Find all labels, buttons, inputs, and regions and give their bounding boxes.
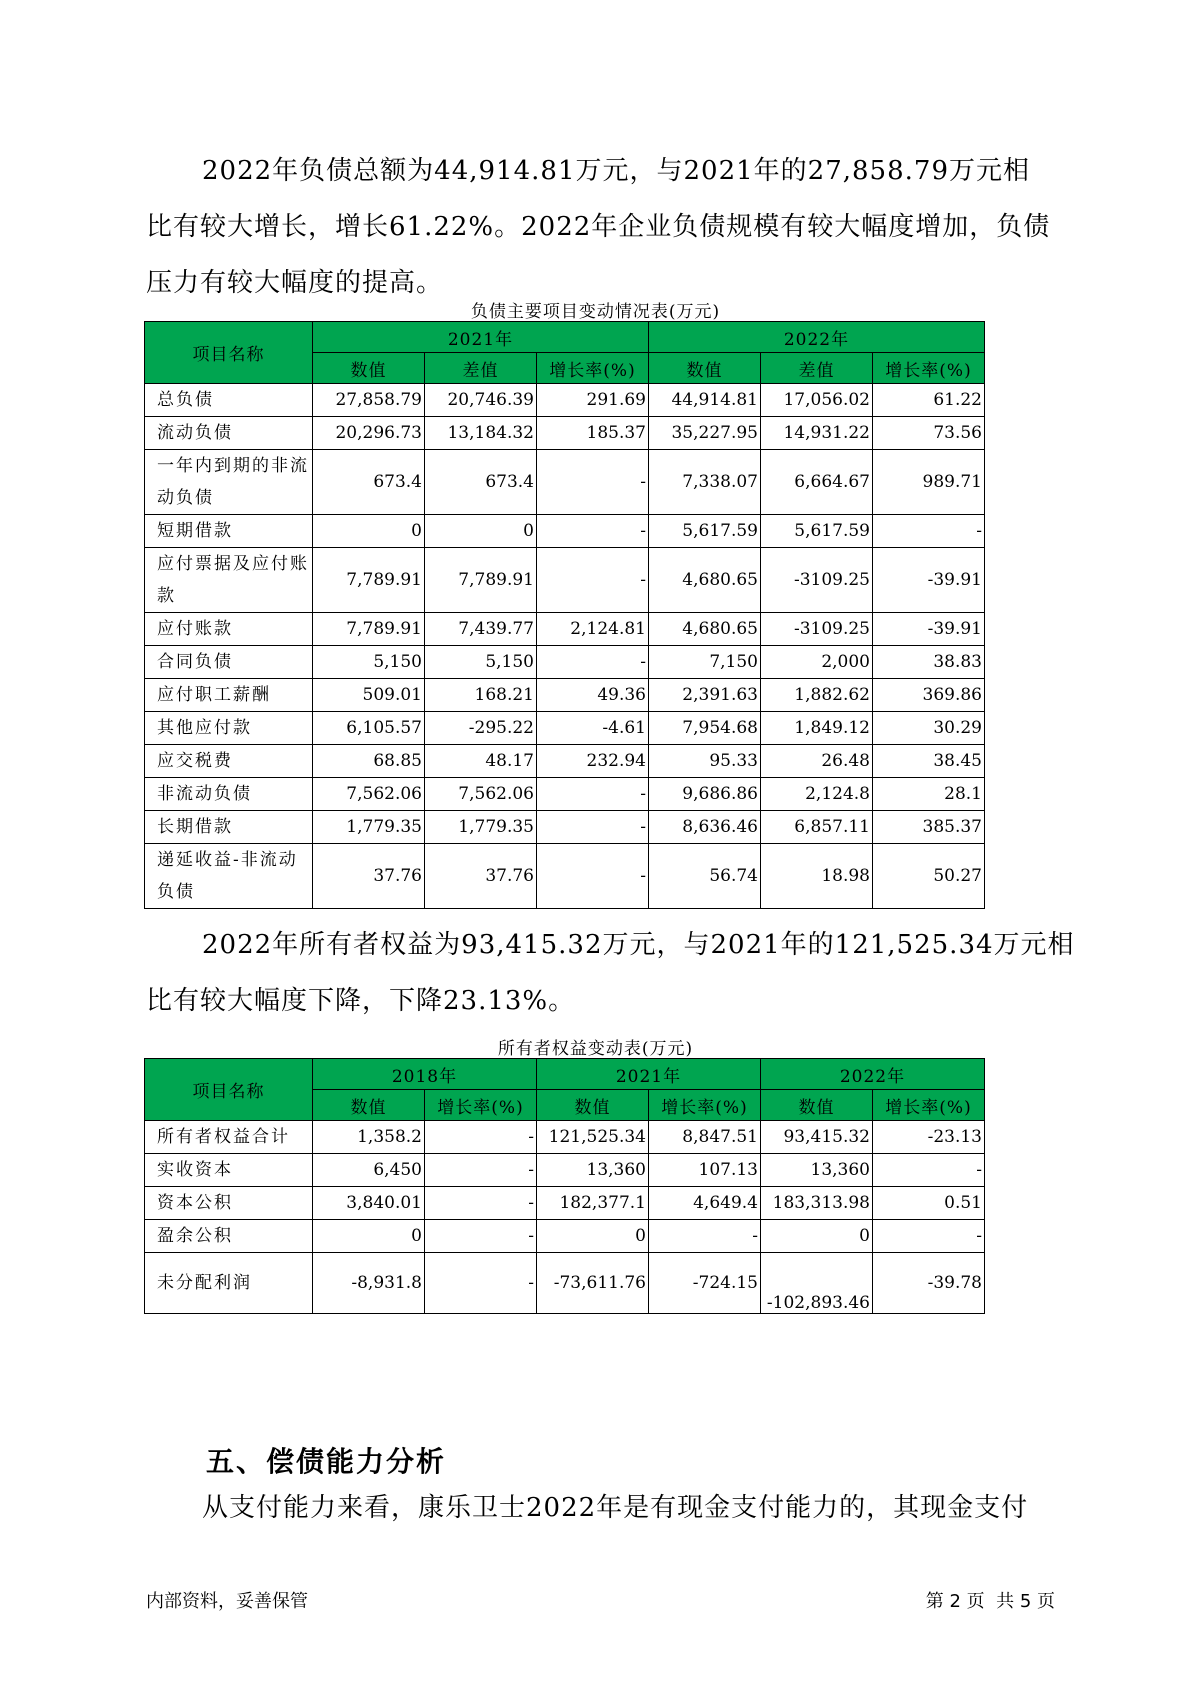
- sub-header: 增长率(%): [425, 1090, 537, 1121]
- cell-value: -39.91: [873, 613, 985, 646]
- cell-value: 93,415.32: [761, 1121, 873, 1154]
- cell-value: 26.48: [761, 745, 873, 778]
- cell-value: -3109.25: [761, 548, 873, 613]
- table-row: [145, 1220, 985, 1253]
- cell-value: -102,893.46: [761, 1253, 873, 1314]
- cell-value: -295.22: [425, 712, 537, 745]
- cell-value: -: [425, 1154, 537, 1187]
- cell-value: 183,313.98: [761, 1187, 873, 1220]
- cell-value: 6,857.11: [761, 811, 873, 844]
- sub-header: 增长率(%): [537, 353, 649, 384]
- cell-value: -: [537, 811, 649, 844]
- cell-value: 1,849.12: [761, 712, 873, 745]
- table2-caption: 所有者权益变动表(万元): [497, 1039, 694, 1059]
- cell-value: 7,789.91: [313, 613, 425, 646]
- year-2021-header: 2021年: [537, 1059, 761, 1090]
- sub-header: 增长率(%): [873, 1090, 985, 1121]
- cell-value: -: [425, 1187, 537, 1220]
- cell-value: 7,562.06: [425, 778, 537, 811]
- cell-value: 4,680.65: [649, 613, 761, 646]
- cell-value: 291.69: [537, 384, 649, 417]
- cell-value: 7,789.91: [425, 548, 537, 613]
- cell-value: -: [425, 1220, 537, 1253]
- cell-value: 2,124.81: [537, 613, 649, 646]
- row-label: 资本公积: [145, 1187, 313, 1220]
- cell-value: 1,358.2: [313, 1121, 425, 1154]
- paragraph-liabilities: [146, 143, 1056, 311]
- table-row: [145, 844, 985, 909]
- cell-value: -: [425, 1121, 537, 1154]
- cell-value: -23.13: [873, 1121, 985, 1154]
- footer-page-number: 第 2 页 共 5 页: [925, 1591, 1055, 1612]
- paragraph-text: 从支付能力来看，康乐卫士2022年是有现金支付能力的，其现金支付: [202, 1493, 1029, 1523]
- row-label: 总负债: [145, 384, 313, 417]
- sub-header: 增长率(%): [873, 353, 985, 384]
- cell-value: 28.1: [873, 778, 985, 811]
- cell-value: 20,746.39: [425, 384, 537, 417]
- table1-caption: 负债主要项目变动情况表(万元): [470, 302, 721, 322]
- cell-value: 20,296.73: [313, 417, 425, 450]
- cell-value: 5,150: [425, 646, 537, 679]
- cell-value: 121,525.34: [537, 1121, 649, 1154]
- cell-value: -: [537, 548, 649, 613]
- cell-value: 232.94: [537, 745, 649, 778]
- cell-value: 7,150: [649, 646, 761, 679]
- table-row: [145, 1121, 985, 1154]
- row-label: 流动负债: [145, 417, 313, 450]
- table-row: [145, 515, 985, 548]
- cell-value: 13,360: [761, 1154, 873, 1187]
- cell-value: -3109.25: [761, 613, 873, 646]
- row-label: 非流动负债: [145, 778, 313, 811]
- cell-value: 989.71: [873, 450, 985, 515]
- table-row: [145, 1154, 985, 1187]
- cell-value: 37.76: [313, 844, 425, 909]
- cell-value: -: [649, 1220, 761, 1253]
- cell-value: -: [537, 646, 649, 679]
- cell-value: 0.51: [873, 1187, 985, 1220]
- item-name-header: 项目名称: [145, 322, 313, 384]
- cell-value: 1,779.35: [425, 811, 537, 844]
- cell-value: 4,649.4: [649, 1187, 761, 1220]
- cell-value: 0: [761, 1220, 873, 1253]
- cell-value: 68.85: [313, 745, 425, 778]
- row-label: 未分配利润: [145, 1253, 313, 1314]
- row-label: 长期借款: [145, 811, 313, 844]
- row-label: 应付职工薪酬: [145, 679, 313, 712]
- cell-value: -73,611.76: [537, 1253, 649, 1314]
- cell-value: -: [873, 1154, 985, 1187]
- row-label: 实收资本: [145, 1154, 313, 1187]
- row-label: 应交税费: [145, 745, 313, 778]
- table-row: [145, 384, 985, 417]
- cell-value: 0: [425, 515, 537, 548]
- cell-value: 182,377.1: [537, 1187, 649, 1220]
- cell-value: 35,227.95: [649, 417, 761, 450]
- equity-table: [144, 1058, 985, 1314]
- cell-value: 6,450: [313, 1154, 425, 1187]
- table-row: [145, 679, 985, 712]
- cell-value: 5,150: [313, 646, 425, 679]
- cell-value: 2,000: [761, 646, 873, 679]
- cell-value: 8,636.46: [649, 811, 761, 844]
- row-label: 合同负债: [145, 646, 313, 679]
- footer-confidential: 内部资料，妥善保管: [146, 1591, 308, 1612]
- cell-value: -39.78: [873, 1253, 985, 1314]
- sub-header: 增长率(%): [649, 1090, 761, 1121]
- cell-value: 509.01: [313, 679, 425, 712]
- year-2021-header: 2021年: [313, 322, 649, 353]
- table-row: [145, 1253, 985, 1314]
- cell-value: 5,617.59: [761, 515, 873, 548]
- cell-value: 2,124.8: [761, 778, 873, 811]
- paragraph-text: 2022年所有者权益为93,415.32万元，与2021年的121,525.34万元相比有较大幅度下降，下降23.13%。: [146, 930, 1075, 1016]
- cell-value: 7,789.91: [313, 548, 425, 613]
- cell-value: 37.76: [425, 844, 537, 909]
- table-row: [145, 1187, 985, 1220]
- cell-value: 13,184.32: [425, 417, 537, 450]
- sub-header: 差值: [425, 353, 537, 384]
- table-row: [145, 811, 985, 844]
- cell-value: 4,680.65: [649, 548, 761, 613]
- table-row: [145, 745, 985, 778]
- cell-value: 7,954.68: [649, 712, 761, 745]
- cell-value: 30.29: [873, 712, 985, 745]
- cell-value: 185.37: [537, 417, 649, 450]
- cell-value: 38.45: [873, 745, 985, 778]
- cell-value: 27,858.79: [313, 384, 425, 417]
- year-2018-header: 2018年: [313, 1059, 537, 1090]
- cell-value: -: [425, 1253, 537, 1314]
- row-label: 应付票据及应付账款: [145, 548, 313, 613]
- cell-value: 673.4: [425, 450, 537, 515]
- cell-value: 7,562.06: [313, 778, 425, 811]
- cell-value: -724.15: [649, 1253, 761, 1314]
- cell-value: 385.37: [873, 811, 985, 844]
- table-row: [145, 778, 985, 811]
- cell-value: -: [873, 515, 985, 548]
- cell-value: 6,664.67: [761, 450, 873, 515]
- cell-value: -39.91: [873, 548, 985, 613]
- cell-value: -8,931.8: [313, 1253, 425, 1314]
- table-row: [145, 548, 985, 613]
- cell-value: 673.4: [313, 450, 425, 515]
- cell-value: 48.17: [425, 745, 537, 778]
- cell-value: 44,914.81: [649, 384, 761, 417]
- cell-value: -: [537, 778, 649, 811]
- cell-value: -: [537, 450, 649, 515]
- liabilities-table: [144, 321, 985, 909]
- cell-value: 7,338.07: [649, 450, 761, 515]
- cell-value: -: [873, 1220, 985, 1253]
- cell-value: 9,686.86: [649, 778, 761, 811]
- sub-header: 数值: [761, 1090, 873, 1121]
- row-label: 一年内到期的非流动负债: [145, 450, 313, 515]
- cell-value: 50.27: [873, 844, 985, 909]
- cell-value: 5,617.59: [649, 515, 761, 548]
- year-2022-header: 2022年: [761, 1059, 985, 1090]
- table-row: [145, 450, 985, 515]
- cell-value: 73.56: [873, 417, 985, 450]
- cell-value: 8,847.51: [649, 1121, 761, 1154]
- cell-value: 3,840.01: [313, 1187, 425, 1220]
- cell-value: 369.86: [873, 679, 985, 712]
- row-label: 盈余公积: [145, 1220, 313, 1253]
- cell-value: 1,882.62: [761, 679, 873, 712]
- paragraph-equity: [146, 917, 1076, 1029]
- cell-value: 7,439.77: [425, 613, 537, 646]
- sub-header: 数值: [313, 1090, 425, 1121]
- sub-header: 数值: [313, 353, 425, 384]
- cell-value: 14,931.22: [761, 417, 873, 450]
- cell-value: 0: [313, 1220, 425, 1253]
- cell-value: 6,105.57: [313, 712, 425, 745]
- row-label: 其他应付款: [145, 712, 313, 745]
- cell-value: 61.22: [873, 384, 985, 417]
- cell-value: -4.61: [537, 712, 649, 745]
- cell-value: 2,391.63: [649, 679, 761, 712]
- cell-value: 95.33: [649, 745, 761, 778]
- cell-value: 17,056.02: [761, 384, 873, 417]
- sub-header: 数值: [537, 1090, 649, 1121]
- cell-value: 1,779.35: [313, 811, 425, 844]
- cell-value: 13,360: [537, 1154, 649, 1187]
- table-row: [145, 712, 985, 745]
- paragraph-text: 2022年负债总额为44,914.81万元，与2021年的27,858.79万元相比有较大增长，增长61.22%。2022年企业负债规模有较大幅度增加，负债压力有较大幅度的提高。: [146, 156, 1051, 298]
- cell-value: 0: [537, 1220, 649, 1253]
- table-row: [145, 613, 985, 646]
- row-label: 短期借款: [145, 515, 313, 548]
- paragraph-solvency: [146, 1480, 1056, 1536]
- cell-value: 168.21: [425, 679, 537, 712]
- cell-value: -: [537, 515, 649, 548]
- table-row: [145, 646, 985, 679]
- section-title: 五、偿债能力分析: [206, 1445, 447, 1478]
- year-2022-header: 2022年: [649, 322, 985, 353]
- row-label: 递延收益-非流动负债: [145, 844, 313, 909]
- cell-value: -: [537, 844, 649, 909]
- row-label: 应付账款: [145, 613, 313, 646]
- item-name-header: 项目名称: [145, 1059, 313, 1121]
- table-row: [145, 417, 985, 450]
- sub-header: 差值: [761, 353, 873, 384]
- cell-value: 56.74: [649, 844, 761, 909]
- cell-value: 49.36: [537, 679, 649, 712]
- cell-value: 18.98: [761, 844, 873, 909]
- cell-value: 0: [313, 515, 425, 548]
- sub-header: 数值: [649, 353, 761, 384]
- row-label: 所有者权益合计: [145, 1121, 313, 1154]
- cell-value: 38.83: [873, 646, 985, 679]
- cell-value: 107.13: [649, 1154, 761, 1187]
